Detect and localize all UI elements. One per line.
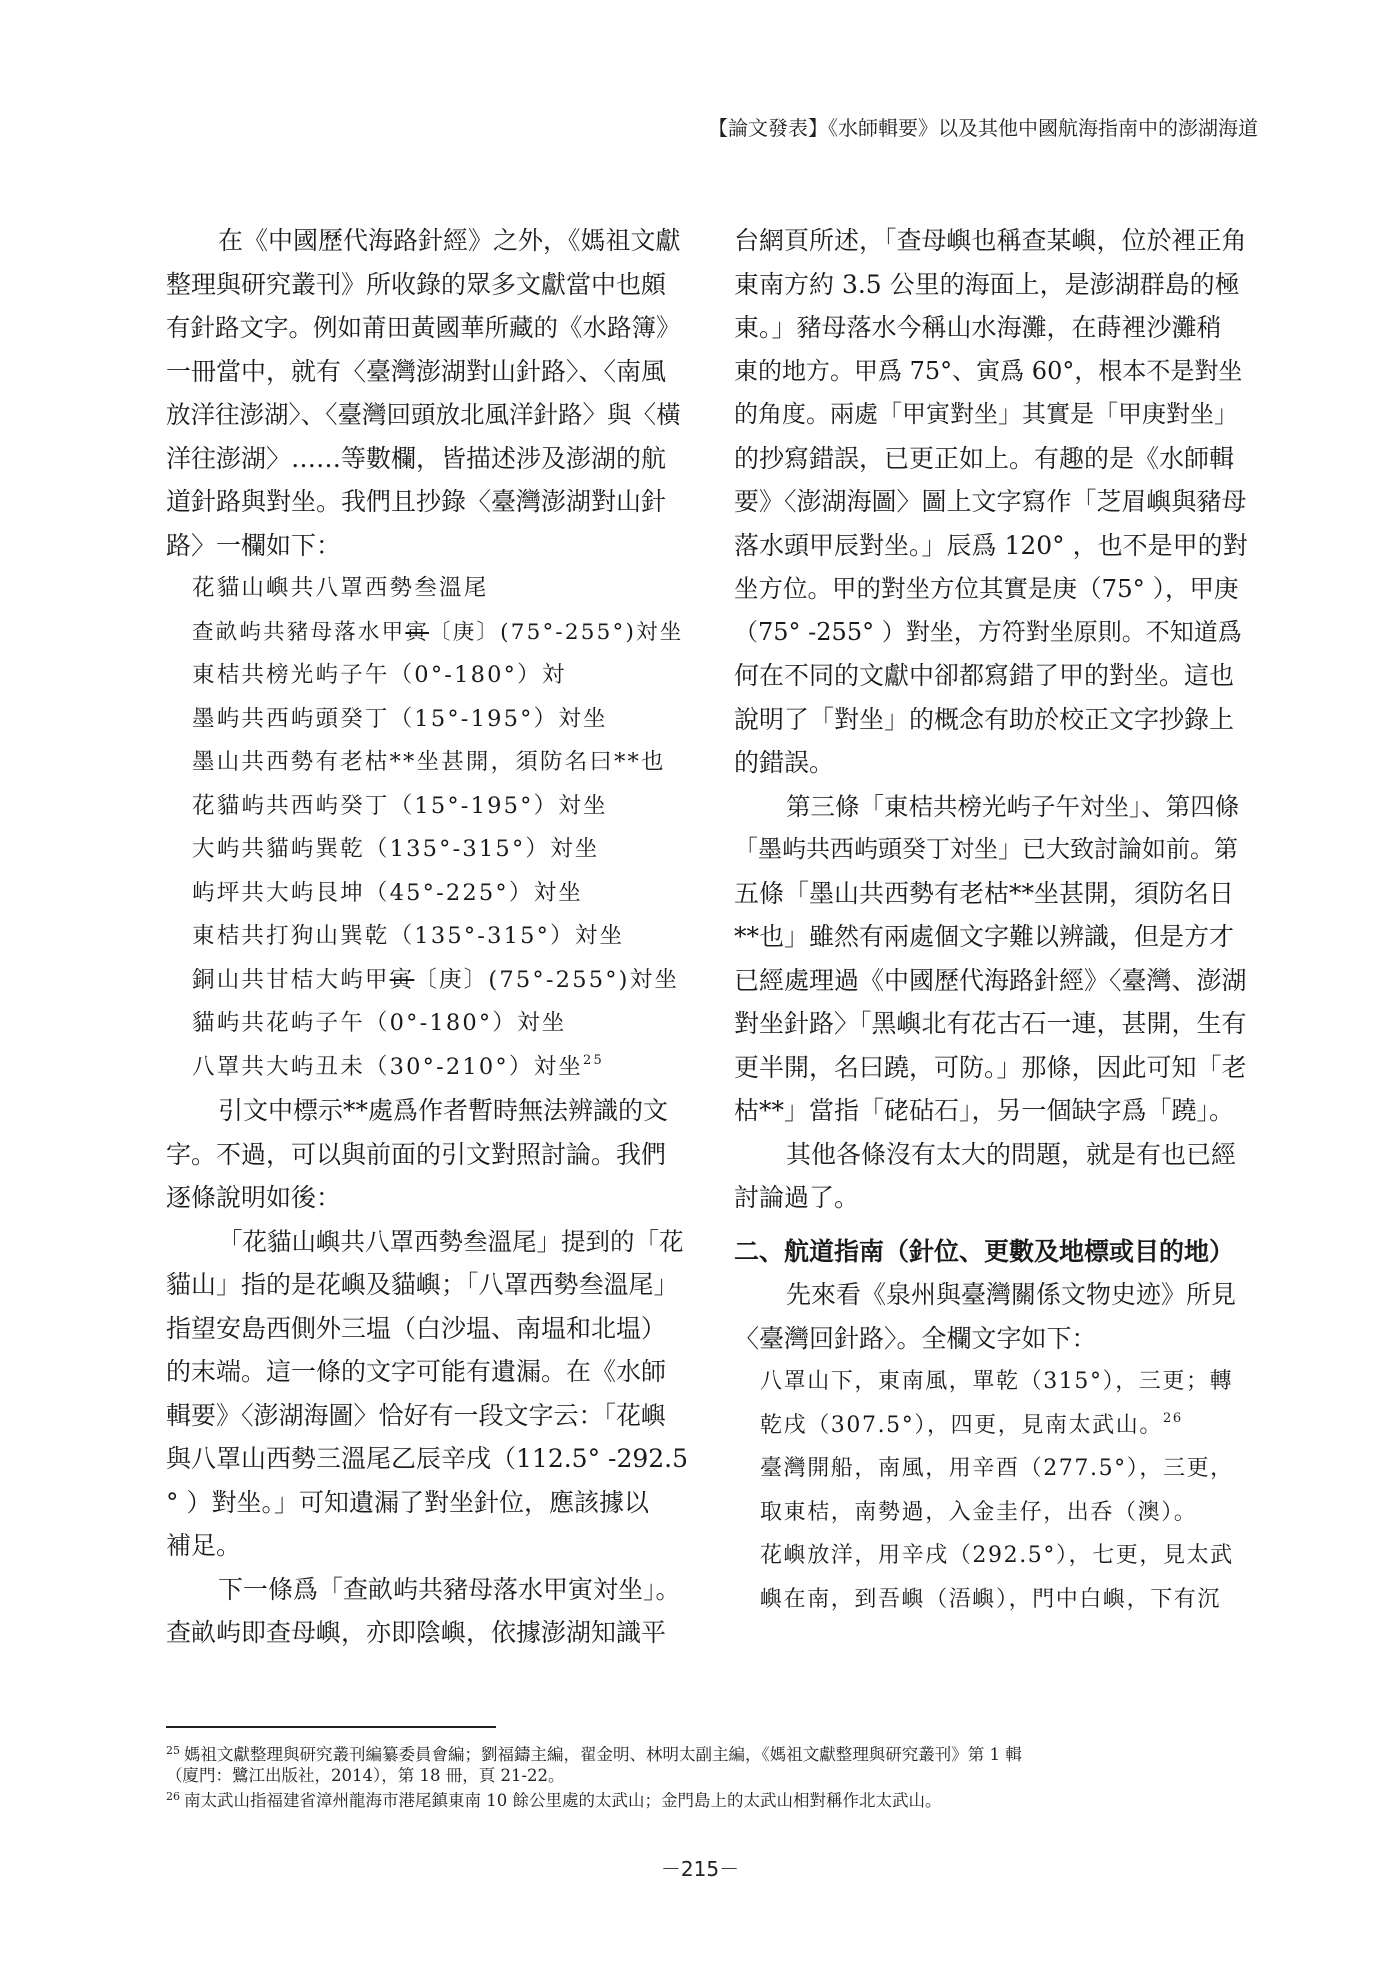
text-line: （75° -255° ）對坐，方符對坐原則。不知道爲 <box>734 617 1242 646</box>
text-line: 枯**」當指「硓砧石」，另一個缺字爲「蹺」。 <box>734 1096 1235 1125</box>
page-number: －215－ <box>660 1857 740 1881</box>
text-line: 要》〈澎湖海圖〉圖上文字寫作「芝眉嶼與豬母 <box>734 487 1247 516</box>
quote-text: 查畝屿共豬母落水甲 <box>192 619 406 645</box>
paragraph-quanzhou <box>734 1273 1246 1360</box>
text-line: 整理與研究叢刊》所收錄的眾多文獻當中也頗 <box>166 269 667 299</box>
quote-line: 嶼在南，到吾嶼（浯嶼），門中白嶼，下有沉 <box>760 1586 1222 1612</box>
quote-line: 東桔共榜光屿子午（0°-180°）対 <box>192 662 567 688</box>
text-line: 何在不同的文獻中卻都寫錯了甲的對坐。這也 <box>734 661 1235 690</box>
quote-line: 墨屿共西屿頭癸丁（15°-195°）対坐 <box>192 705 608 732</box>
footnote-26 <box>166 1786 1256 1811</box>
text-line: 下一條爲「查畝屿共豬母落水甲寅対坐」。 <box>218 1574 681 1604</box>
text-line: 查畝屿即查母嶼，亦即陰嶼，依據澎湖知識平 <box>166 1618 667 1647</box>
quote-line: 取東桔，南勢過，入金圭仔，出呑（澳）。 <box>760 1499 1198 1525</box>
text-line: 對坐針路〉「黑嶼北有花古石一連，甚開，生有 <box>734 1009 1247 1038</box>
text-line: 貓山」指的是花嶼及貓嶼；「八罩西勢叁溫尾」 <box>166 1270 679 1299</box>
quote-line: 東桔共打狗山巽乾（135°-315°）対坐 <box>192 923 625 949</box>
text-line: 在《中國歷代海路針經》之外，《媽祖文獻 <box>218 226 681 255</box>
footnote-number: 26 <box>166 1790 180 1803</box>
text-line: 已經處理過《中國歷代海路針經》〈臺灣、澎湖 <box>734 965 1247 995</box>
text-line: 東。」豬母落水今稱山水海灘，在蒔裡沙灘稍 <box>734 313 1222 342</box>
text-line: 補足。 <box>166 1531 242 1560</box>
text-line: ° ）對坐。」可知遺漏了對坐針位，應該據以 <box>166 1487 649 1517</box>
running-header: 【論文發表】《水師輯要》以及其他中國航海指南中的澎湖海道 <box>708 116 1258 140</box>
text-line: 的抄寫錯誤，已更正如上。有趣的是《水師輯 <box>734 443 1235 473</box>
quote-line <box>166 1046 688 1090</box>
quote-line: 貓屿共花屿子午（0°-180°）対坐 <box>192 1010 567 1036</box>
text-line: 「花貓山嶼共八罩西勢叁溫尾」提到的「花 <box>218 1226 684 1256</box>
block-quote-sailing-directions <box>166 567 688 1089</box>
text-line: 有針路文字。例如莆田黃國華所藏的《水路簿》 <box>166 313 681 342</box>
text-line: 東南方約 3.5 公里的海面上，是澎湖群島的極 <box>734 269 1240 299</box>
text-line: 放洋往澎湖〉、〈臺灣回頭放北風洋針路〉與〈橫 <box>166 400 681 429</box>
text-line: 討論過了。 <box>734 1183 860 1212</box>
text-line: 台網頁所述，「查母嶼也稱查某嶼，位於裡正角 <box>734 226 1247 255</box>
text-line: 「墨屿共西屿頭癸丁対坐」已大致討論如前。第 <box>734 835 1238 863</box>
quote-line <box>166 959 688 1003</box>
quote-text: 八罩共大屿丑未（30°-210°）対坐 <box>192 1053 583 1080</box>
section-spacer <box>734 1220 1246 1230</box>
text-line: 引文中標示**處爲作者暫時無法辨識的文 <box>218 1096 669 1125</box>
quote-line: 花嶼放洋，用辛戌（292.5°），七更，見太武 <box>760 1543 1234 1568</box>
text-line: 道針路與對坐。我們且抄錄〈臺灣澎湖對山針 <box>166 487 667 516</box>
text-line: 字。不過，可以與前面的引文對照討論。我們 <box>166 1139 667 1169</box>
text-line: 東的地方。甲爲 75°、寅爲 60°，根本不是對坐 <box>734 356 1243 385</box>
text-line: 先來看《泉州與臺灣關係文物史迹》所見 <box>786 1280 1237 1309</box>
paragraph-chamu <box>734 219 1246 785</box>
paragraph-other-items <box>734 1133 1246 1220</box>
text-line: **也」雖然有兩處個文字難以辨識，但是方才 <box>734 922 1235 951</box>
quote-line: 八罩山下，東南風，單乾（315°），三更；轉 <box>760 1369 1234 1394</box>
text-line: 指望安島西側外三塭（白沙塭、南塭和北塭） <box>166 1313 667 1343</box>
text-line: 的末端。這一條的文字可能有遺漏。在《水師 <box>166 1357 667 1386</box>
paragraph-huamao <box>166 1220 688 1568</box>
quote-line: 花貓山嶼共八罩西勢叁溫尾 <box>192 575 489 601</box>
text-line: 逐條說明如後： <box>166 1183 342 1212</box>
quote-line <box>166 611 688 655</box>
text-line: 的角度。兩處「甲寅對坐」其實是「甲庚對坐」 <box>734 400 1238 428</box>
footnote-divider <box>166 1726 496 1728</box>
quote-text: 乾戌（307.5°），四更，見南太武山。 <box>760 1412 1163 1438</box>
text-line: 的錯誤。 <box>734 748 835 777</box>
quote-line: 墨山共西勢有老枯**坐甚開，須防名曰**也 <box>192 749 666 775</box>
quote-text: 〔庚〕(75°-255°)対坐 <box>429 619 684 645</box>
struck-character: 寅 <box>389 966 415 993</box>
right-column <box>734 219 1246 1621</box>
footnote-text: 媽祖文獻整理與研究叢刊編纂委員會編；劉福鑄主編，翟金明、林明太副主編，《媽祖文獻整理與研究叢刊》第 1 輯 <box>184 1745 1022 1764</box>
quote-line: 花貓屿共西屿癸丁（15°-195°）対坐 <box>192 792 608 819</box>
footnote-ref-26[interactable]: 26 <box>1162 1410 1183 1426</box>
paragraph-intro <box>166 219 688 567</box>
left-column <box>166 219 688 1655</box>
quote-line: 屿坪共大屿艮坤（45°-225°）対坐 <box>192 879 583 906</box>
footnote-25 <box>166 1740 1256 1765</box>
quote-line: 臺灣開船，南風，用辛酉（277.5°），三更， <box>760 1456 1234 1481</box>
quote-text: 〔庚〕(75°-255°)対坐 <box>414 966 680 993</box>
footnote-number: 25 <box>166 1744 180 1757</box>
footnote-25-continued <box>166 1765 1256 1786</box>
text-line: 其他各條沒有太大的問題，就是有也已經 <box>786 1139 1237 1169</box>
footnote-text: 南太武山指福建省漳州龍海市港尾鎮東南 10 餘公里處的太武山；金門島上的太武山相對稱作北太武山。 <box>184 1791 942 1810</box>
quote-line <box>734 1404 1246 1448</box>
quote-text: 銅山共甘桔大屿甲 <box>192 966 390 993</box>
block-quote-return-route <box>734 1360 1246 1621</box>
quote-line: 大屿共貓屿巽乾（135°-315°）対坐 <box>192 836 600 862</box>
text-line: 〈臺灣回針路〉。全欄文字如下： <box>734 1323 1097 1353</box>
footnote-ref-25[interactable]: 25 <box>582 1052 604 1068</box>
text-line: 路〉一欄如下： <box>166 530 342 560</box>
paragraph-next-item <box>166 1568 688 1655</box>
text-line: 一冊當中，就有〈臺灣澎湖對山針路〉、〈南風 <box>166 356 667 386</box>
text-line: 第三條「東桔共榜光屿子午対坐」、第四條 <box>786 791 1240 821</box>
footnote-text: （廈門：鷺江出版社，2014），第 18 冊，頁 21-22。 <box>166 1766 565 1785</box>
text-line: 坐方位。甲的對坐方位其實是庚（75° ），甲庚 <box>734 574 1239 603</box>
text-line: 輯要》〈澎湖海圖〉恰好有一段文字云：「花嶼 <box>166 1400 667 1430</box>
footnotes <box>166 1740 1256 1811</box>
struck-character: 寅 <box>405 619 430 645</box>
text-line: 說明了「對坐」的概念有助於校正文字抄錄上 <box>734 704 1235 734</box>
text-line: 更半開，名曰蹺，可防。」那條，因此可知「老 <box>734 1052 1247 1082</box>
text-line: 與八罩山西勢三溫尾乙辰辛戌（112.5° -292.5 <box>166 1444 689 1473</box>
text-line: 五條「墨山共西勢有老枯**坐甚開，須防名日 <box>734 878 1235 908</box>
section-heading: 二、航道指南（針位、更數及地標或目的地） <box>734 1236 1235 1266</box>
paragraph-note <box>166 1089 688 1220</box>
text-line: 落水頭甲辰對坐。」辰爲 120° ，也不是甲的對 <box>734 530 1248 560</box>
text-line: 洋往澎湖〉……等數欄，皆描述涉及澎湖的航 <box>166 443 667 473</box>
paragraph-third-fourth-items <box>734 785 1246 1133</box>
